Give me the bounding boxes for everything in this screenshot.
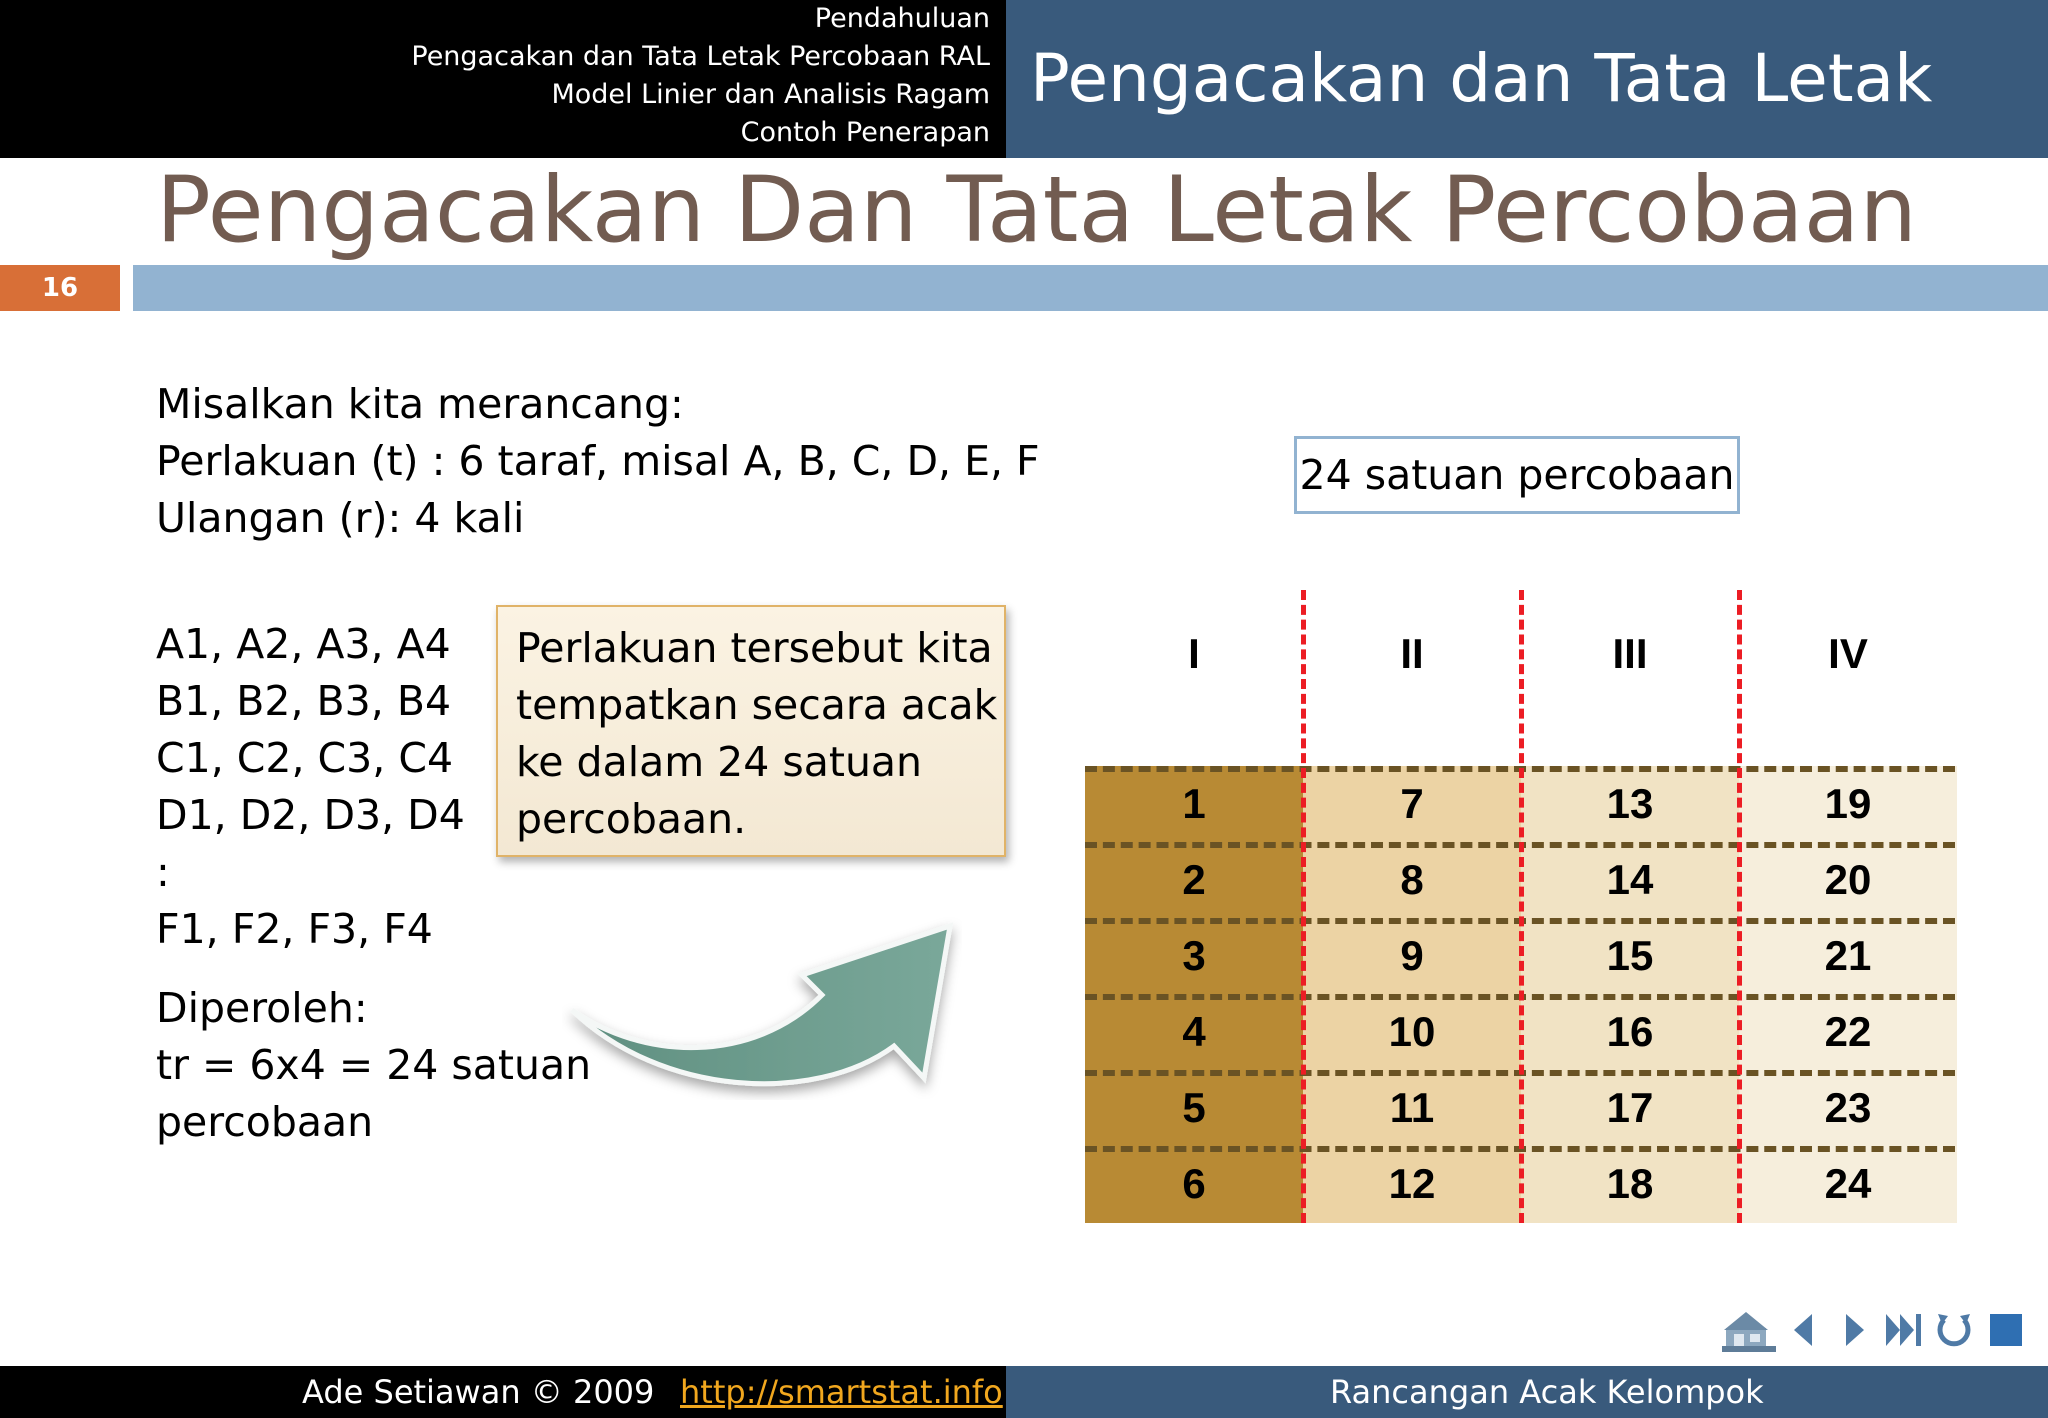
grid-cell: 10 [1388, 1008, 1436, 1055]
column-divider [1519, 590, 1524, 1223]
grid-cell: 8 [1400, 856, 1424, 903]
treatment-list [156, 616, 465, 958]
end-icon[interactable] [1984, 1306, 2028, 1354]
header-nav-panel [0, 0, 1006, 158]
grid-cell: 21 [1824, 932, 1872, 979]
grid-cell: 22 [1824, 1008, 1872, 1055]
grid-cell: 17 [1606, 1084, 1654, 1131]
treatment-line: B1, B2, B3, B4 [156, 677, 452, 725]
nav-pendahuluan[interactable]: Pendahuluan [814, 3, 990, 34]
experiment-grid [1085, 590, 1955, 1225]
grid-cell: 23 [1824, 1084, 1872, 1131]
column-header: I [1188, 630, 1200, 677]
page-number: 16 [0, 265, 120, 311]
grid-cell: 18 [1606, 1160, 1654, 1207]
section-title-panel [1006, 0, 2048, 158]
intro-text [156, 376, 1040, 547]
grid-cell: 16 [1606, 1008, 1654, 1055]
section-title: Pengacakan dan Tata Letak [1030, 40, 1933, 117]
treatment-line: D1, D2, D3, D4 [156, 791, 465, 839]
grid-cell: 2 [1182, 856, 1206, 903]
next-icon[interactable] [1832, 1306, 1876, 1354]
result-line: Diperoleh: [156, 984, 368, 1032]
grid-cell: 9 [1400, 932, 1424, 979]
result-text [156, 980, 591, 1151]
title-underline-bar [133, 265, 2048, 311]
grid-cell: 14 [1606, 856, 1654, 903]
footer-course-title: Rancangan Acak Kelompok [1330, 1373, 1764, 1411]
treatment-line: : [156, 848, 170, 896]
column-header: II [1400, 630, 1424, 677]
footer-website-link[interactable]: http://smartstat.info [680, 1373, 1003, 1411]
result-line: tr = 6x4 = 24 satuan [156, 1041, 592, 1089]
column-divider [1737, 590, 1742, 1223]
last-icon[interactable] [1882, 1306, 1926, 1354]
footer-author: Ade Setiawan © 2009 [302, 1373, 655, 1411]
treatment-line: A1, A2, A3, A4 [156, 620, 451, 668]
grid-cell: 19 [1824, 780, 1872, 827]
grid-cell: 7 [1400, 780, 1424, 827]
return-icon[interactable] [1932, 1306, 1976, 1354]
curved-arrow-icon [562, 900, 962, 1100]
callout-line: percobaan. [516, 795, 747, 843]
callout-line: tempatkan secara acak [516, 681, 998, 729]
grid-cell: 6 [1182, 1160, 1206, 1207]
intro-line: Perlakuan (t) : 6 taraf, misal A, B, C, D, E, F [156, 437, 1040, 485]
grid-cell: 15 [1606, 932, 1654, 979]
grid-cell: 4 [1182, 1008, 1206, 1055]
intro-line: Ulangan (r): 4 kali [156, 494, 525, 542]
grid-cell: 3 [1182, 932, 1206, 979]
grid-cell: 5 [1182, 1084, 1206, 1131]
grid-cell: 1 [1182, 780, 1206, 827]
callout-line: ke dalam 24 satuan [516, 738, 923, 786]
grid-cell: 24 [1824, 1160, 1872, 1207]
home-icon[interactable] [1722, 1306, 1776, 1354]
nav-contoh[interactable]: Contoh Penerapan [740, 117, 990, 148]
result-line: percobaan [156, 1098, 374, 1146]
callout-box [496, 605, 1006, 857]
callout-line: Perlakuan tersebut kita [516, 624, 993, 672]
column-header: III [1612, 630, 1648, 677]
grid-cell: 12 [1388, 1160, 1436, 1207]
grid-cell: 11 [1389, 1084, 1435, 1131]
column-divider [1301, 590, 1306, 1223]
column-header: IV [1828, 630, 1868, 677]
nav-pengacakan[interactable]: Pengacakan dan Tata Letak Percobaan RAL [411, 41, 990, 72]
grid-cell: 20 [1824, 856, 1872, 903]
nav-model-linier[interactable]: Model Linier dan Analisis Ragam [551, 79, 990, 110]
slide-title: Pengacakan Dan Tata Letak Percobaan [156, 158, 1918, 263]
treatment-line: F1, F2, F3, F4 [156, 905, 433, 953]
previous-icon[interactable] [1782, 1306, 1826, 1354]
intro-line: Misalkan kita merancang: [156, 380, 684, 428]
units-label: 24 satuan percobaan [1294, 436, 1740, 514]
grid-cell: 13 [1606, 780, 1654, 827]
section-nav [411, 0, 990, 152]
treatment-line: C1, C2, C3, C4 [156, 734, 454, 782]
